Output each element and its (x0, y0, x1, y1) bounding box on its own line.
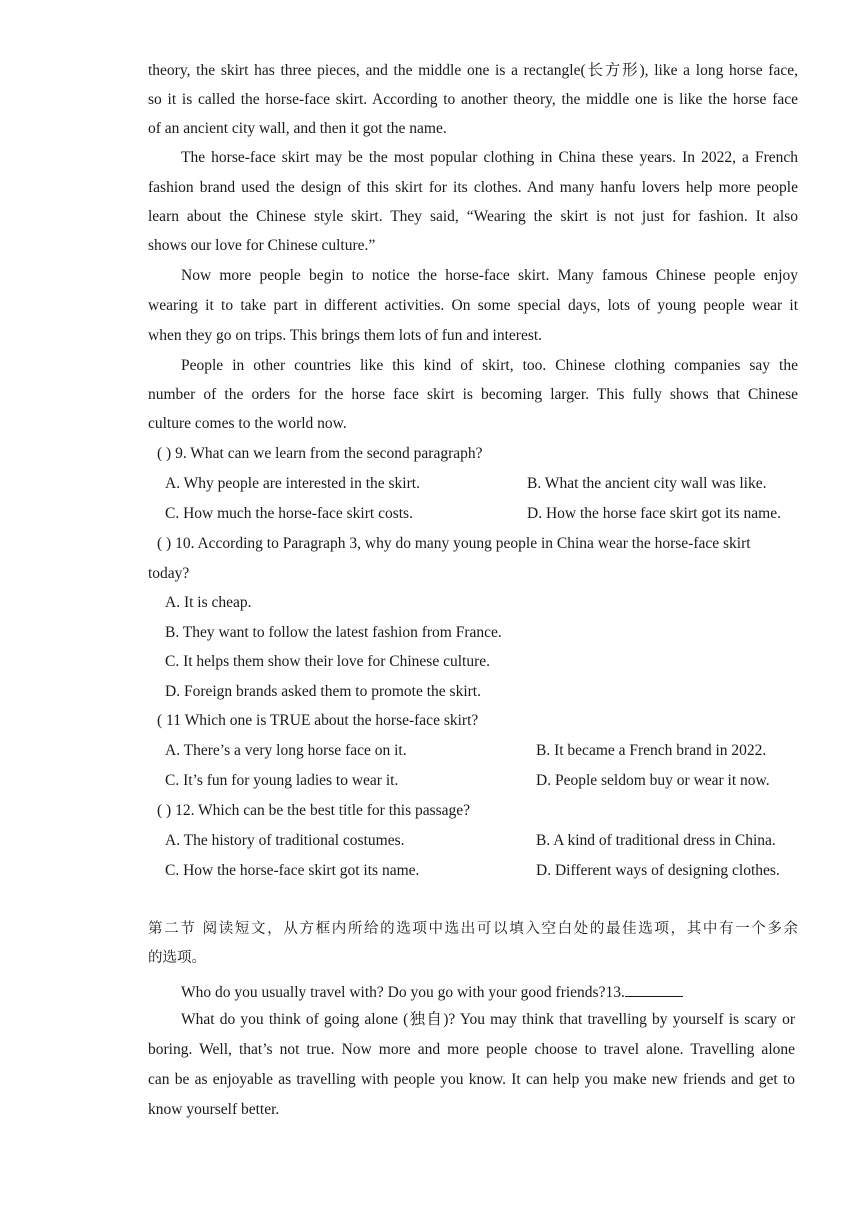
q12-stem (157, 803, 470, 819)
passage-p3-line2: wearing it to take part in different activities. On some special days, lots of young people wear it (148, 297, 798, 314)
q11-answer-paren[interactable]: ( (157, 712, 163, 729)
passage-p4-line1: People in other countries like this kind of skirt, too. Chinese clothing companies say the (181, 357, 798, 374)
q10-stem-text: 10. According to Paragraph 3, why do many young people in China wear the horse-face skirt (175, 535, 751, 552)
passage-p1-line1: theory, the skirt has three pieces, and the middle one is a rectangle(长方形), like a long horse face, (148, 62, 798, 79)
passage-p2-line3: learn about the Chinese style skirt. They said, “Wearing the skirt is not just for fashion. It also (148, 208, 798, 225)
q10-option-a: A. It is cheap. (165, 594, 252, 611)
section2-p2-line4: know yourself better. (148, 1101, 280, 1118)
q9-answer-paren[interactable]: ( ) (157, 445, 172, 462)
q9-stem (157, 446, 483, 462)
q10-option-d: D. Foreign brands asked them to promote the skirt. (165, 683, 481, 700)
passage-p2-line4: shows our love for Chinese culture.” (148, 237, 376, 254)
passage-p3-line3: when they go on trips. This brings them lots of fun and interest. (148, 327, 543, 344)
section2-p2-line2: boring. Well, that’s not true. Now more and more people choose to travel alone. Travelling alone (148, 1041, 795, 1058)
q9-option-b: B. What the ancient city wall was like. (527, 475, 767, 492)
q9-option-c: C. How much the horse-face skirt costs. (165, 505, 413, 522)
q11-stem-text: 11 Which one is TRUE about the horse-face skirt? (166, 712, 479, 729)
q11-stem (157, 713, 478, 729)
passage-p4-line2: number of the orders for the horse face skirt is becoming larger. This fully shows that Chinese (148, 386, 798, 403)
q10-stem (157, 536, 751, 552)
passage-p1-line3: of an ancient city wall, and then it got the name. (148, 120, 447, 137)
q10-answer-paren[interactable]: ( ) (157, 535, 172, 552)
section2-p2-line1: What do you think of going alone (独自)? You may think that travelling by yourself is scary or (181, 1011, 795, 1028)
q11-option-b: B. It became a French brand in 2022. (536, 742, 767, 759)
q10-stem-cont: today? (148, 565, 190, 582)
q12-answer-paren[interactable]: ( ) (157, 802, 172, 819)
q12-option-d: D. Different ways of designing clothes. (536, 862, 780, 879)
passage-p1-line2: so it is called the horse-face skirt. According to another theory, the middle one is like the horse face (148, 91, 798, 108)
q11-option-c: C. It’s fun for young ladies to wear it. (165, 772, 399, 789)
passage-p3-line1: Now more people begin to notice the horse-face skirt. Many famous Chinese people enjoy (181, 267, 798, 284)
q9-stem-text: 9. What can we learn from the second paragraph? (175, 445, 483, 462)
q9-option-a: A. Why people are interested in the skirt. (165, 475, 420, 492)
passage-p2-line1: The horse-face skirt may be the most popular clothing in China these years. In 2022, a French (181, 149, 798, 166)
q12-option-a: A. The history of traditional costumes. (165, 832, 405, 849)
q10-option-b: B. They want to follow the latest fashion from France. (165, 624, 502, 641)
q10-option-c: C. It helps them show their love for Chinese culture. (165, 653, 491, 670)
passage-p2-line2: fashion brand used the design of this skirt for its clothes. And many hanfu lovers help more people (148, 179, 798, 196)
q11-option-d: D. People seldom buy or wear it now. (536, 772, 770, 789)
q12-option-c: C. How the horse-face skirt got its name. (165, 862, 420, 879)
section2-sentence1-text: Who do you usually travel with? Do you go with your good friends?13. (181, 984, 625, 1001)
section2-sentence1 (181, 982, 683, 1001)
q12-option-b: B. A kind of traditional dress in China. (536, 832, 776, 849)
section2-instruction-line2: 的选项。 (148, 950, 206, 966)
q12-stem-text: 12. Which can be the best title for this passage? (175, 802, 471, 819)
q11-option-a: A. There’s a very long horse face on it. (165, 742, 407, 759)
passage-p4-line3: culture comes to the world now. (148, 415, 347, 432)
answer-blank-13[interactable] (625, 982, 683, 997)
section2-instruction-line1: 第二节 阅读短文，从方框内所给的选项中选出可以填入空白处的最佳选项，其中有一个多余 (148, 921, 798, 937)
q9-option-d: D. How the horse face skirt got its name. (527, 505, 781, 522)
section2-p2-line3: can be as enjoyable as travelling with people you know. It can help you make new friends and get to (148, 1071, 795, 1088)
